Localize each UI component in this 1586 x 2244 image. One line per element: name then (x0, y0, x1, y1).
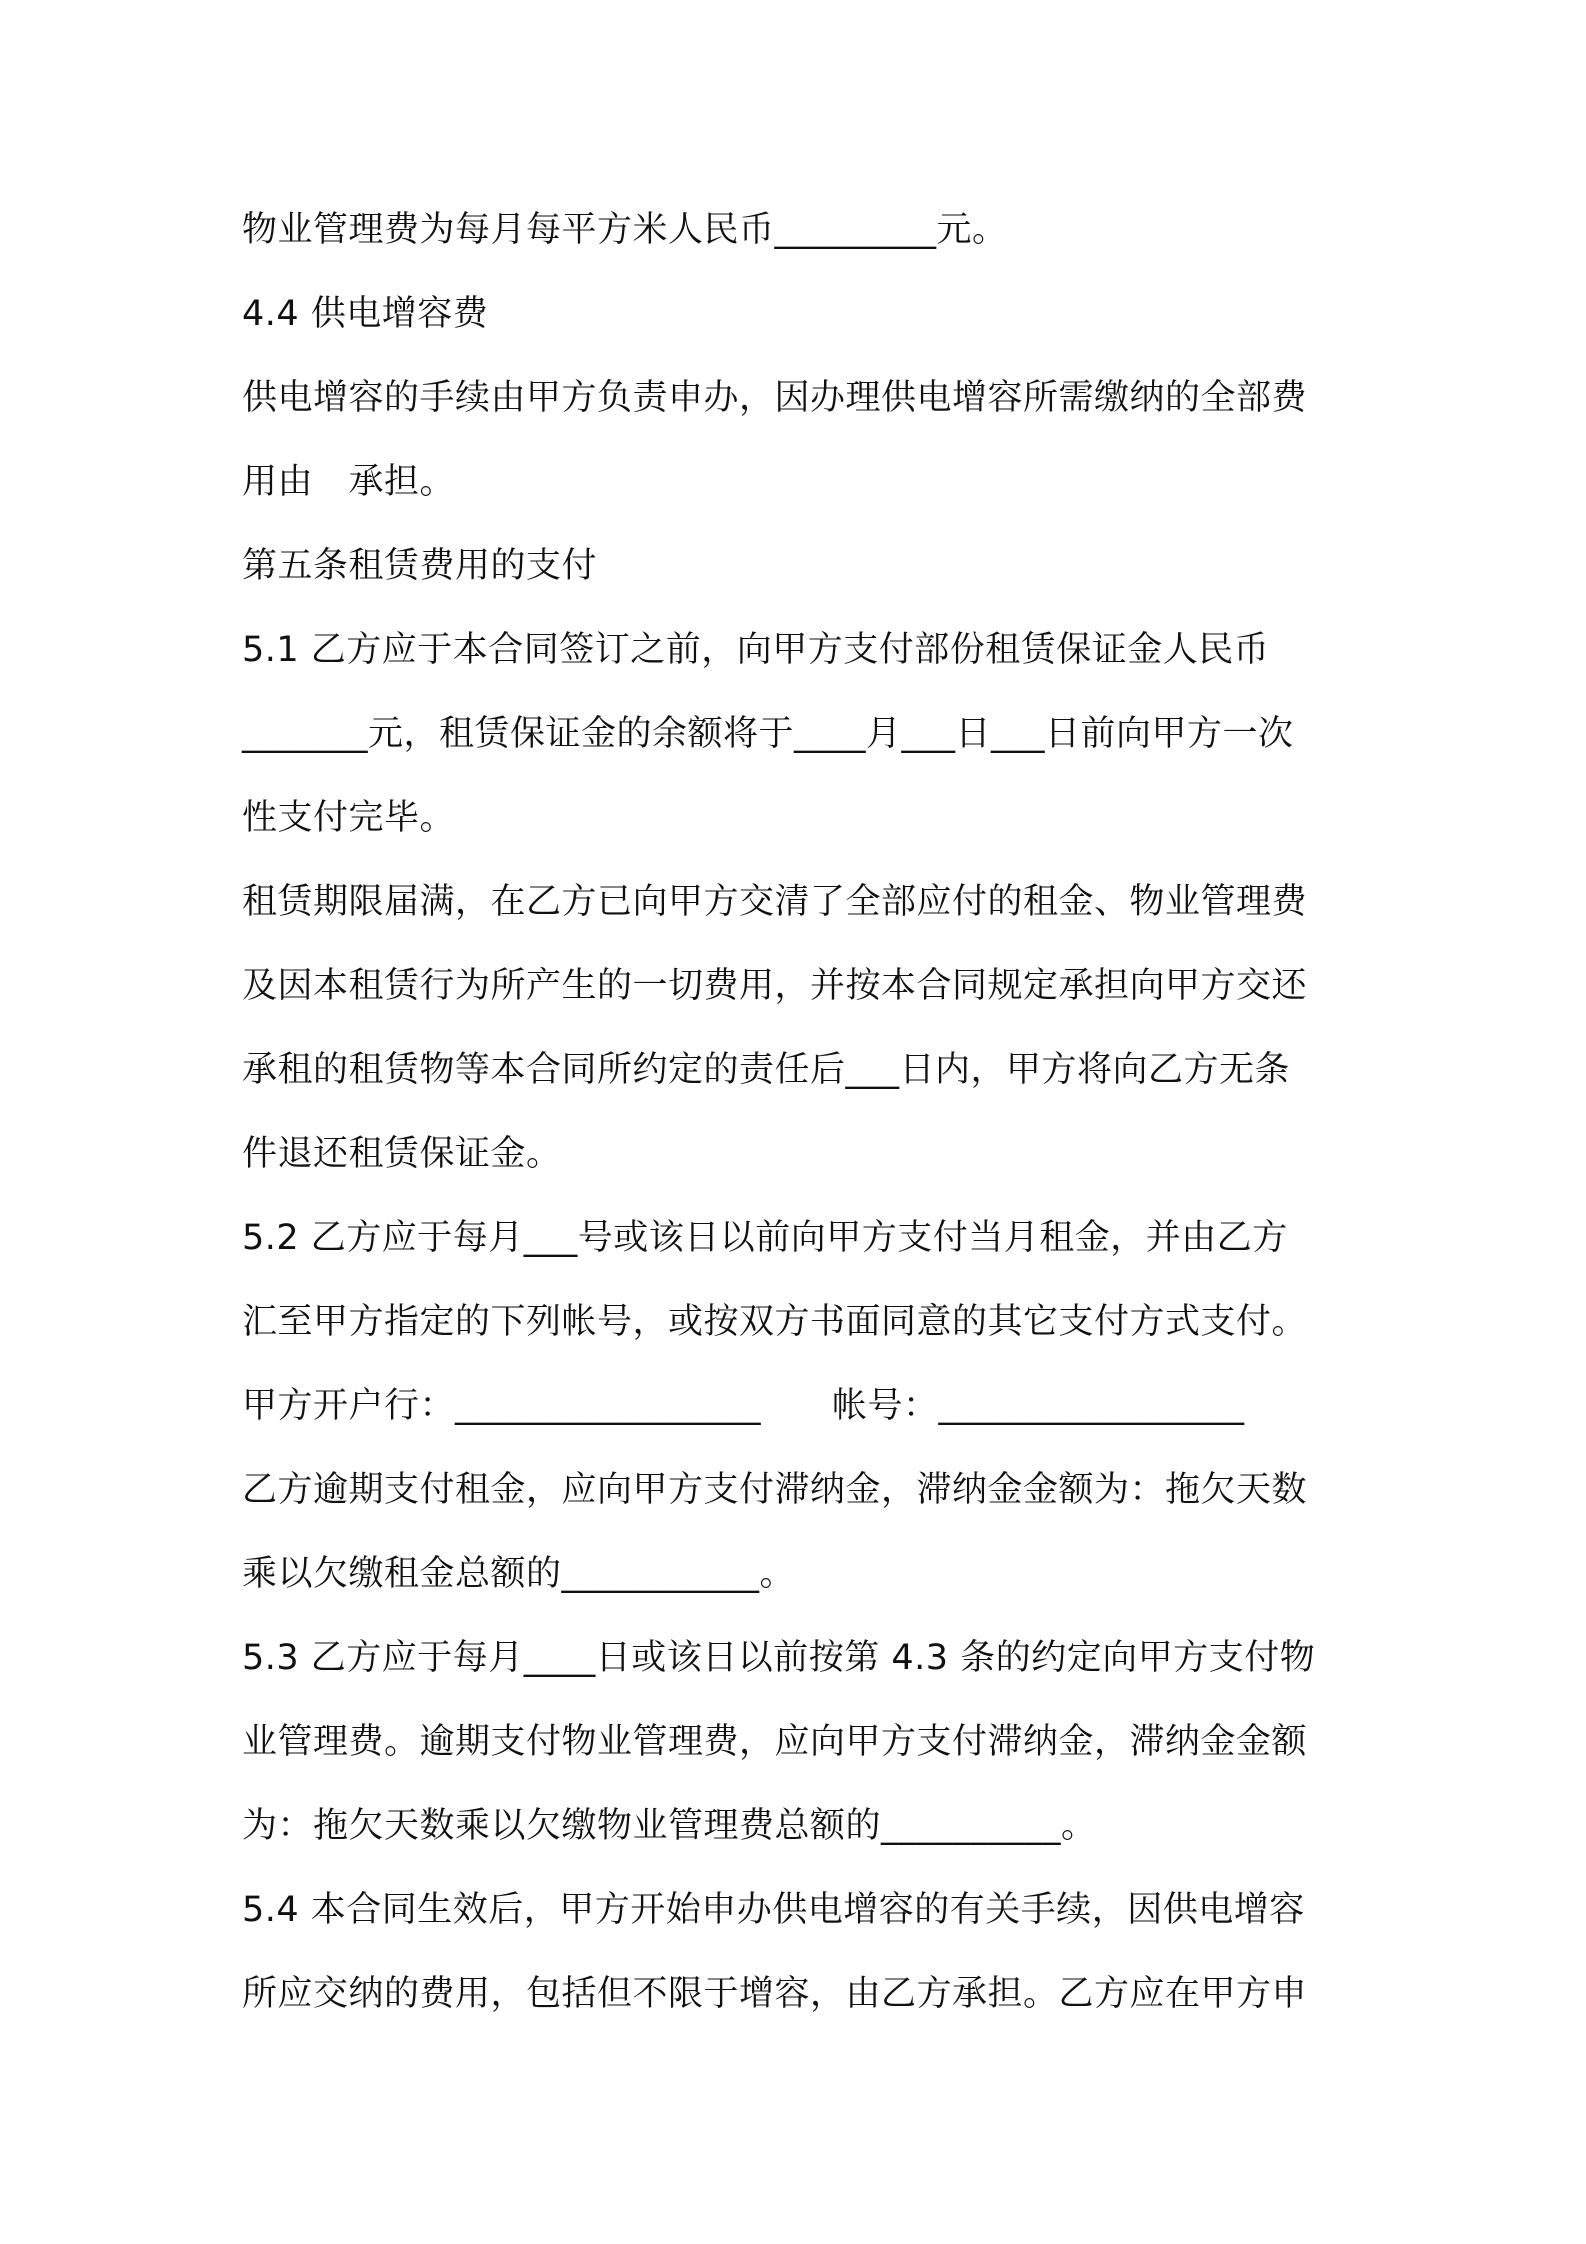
text-line-22: 所应交纳的费用，包括但不限于增容，由乙方承担。乙方应在甲方申 (242, 1974, 1308, 2014)
article-heading-5: 第五条租赁费用的支付 (242, 546, 598, 586)
text-line-16: 乙方逾期支付租金，应向甲方支付滞纳金，滞纳金金额为：拖欠天数 (242, 1470, 1308, 1510)
text-line-9: 租赁期限届满，在乙方已向甲方交清了全部应付的租金、物业管理费 (242, 882, 1308, 922)
text-line-19: 业管理费。逾期支付物业管理费，应向甲方支付滞纳金，滞纳金金额 (242, 1722, 1308, 1762)
text-line-14: 汇至甲方指定的下列帐号，或按双方书面同意的其它支付方式支付。 (242, 1302, 1308, 1342)
section-heading-4-4: 4.4 供电增容费 (242, 294, 489, 334)
bank-account-line: 甲方开户行：_________________ 帐号：_________________ (242, 1386, 1245, 1426)
text-line-20: 为：拖欠天数乘以欠缴物业管理费总额的__________。 (242, 1806, 1097, 1846)
text-line-12: 件退还租赁保证金。 (242, 1134, 562, 1174)
text-line-7: _______元，租赁保证金的余额将于____月___日___日前向甲方一次 (242, 714, 1294, 754)
text-line-6: 5.1 乙方应于本合同签订之前，向甲方支付部份租赁保证金人民币 (242, 630, 1270, 670)
text-line-3: 供电增容的手续由甲方负责申办，因办理供电增容所需缴纳的全部费 (242, 378, 1308, 418)
text-line-4: 用由 承担。 (242, 462, 456, 502)
text-line-13: 5.2 乙方应于每月___号或该日以前向甲方支付当月租金，并由乙方 (242, 1218, 1288, 1258)
text-line-17: 乘以欠缴租金总额的___________。 (242, 1554, 796, 1594)
text-line-10: 及因本租赁行为所产生的一切费用，并按本合同规定承担向甲方交还 (242, 966, 1308, 1006)
text-line-1: 物业管理费为每月每平方米人民币_________元。 (242, 210, 1008, 250)
text-line-11: 承租的租赁物等本合同所约定的责任后___日内，甲方将向乙方无条 (242, 1050, 1291, 1090)
text-line-18: 5.3 乙方应于每月____日或该日以前按第 4.3 条的约定向甲方支付物 (242, 1638, 1316, 1678)
text-line-8: 性支付完毕。 (242, 798, 456, 838)
text-line-21: 5.4 本合同生效后，甲方开始申办供电增容的有关手续，因供电增容 (242, 1890, 1305, 1930)
